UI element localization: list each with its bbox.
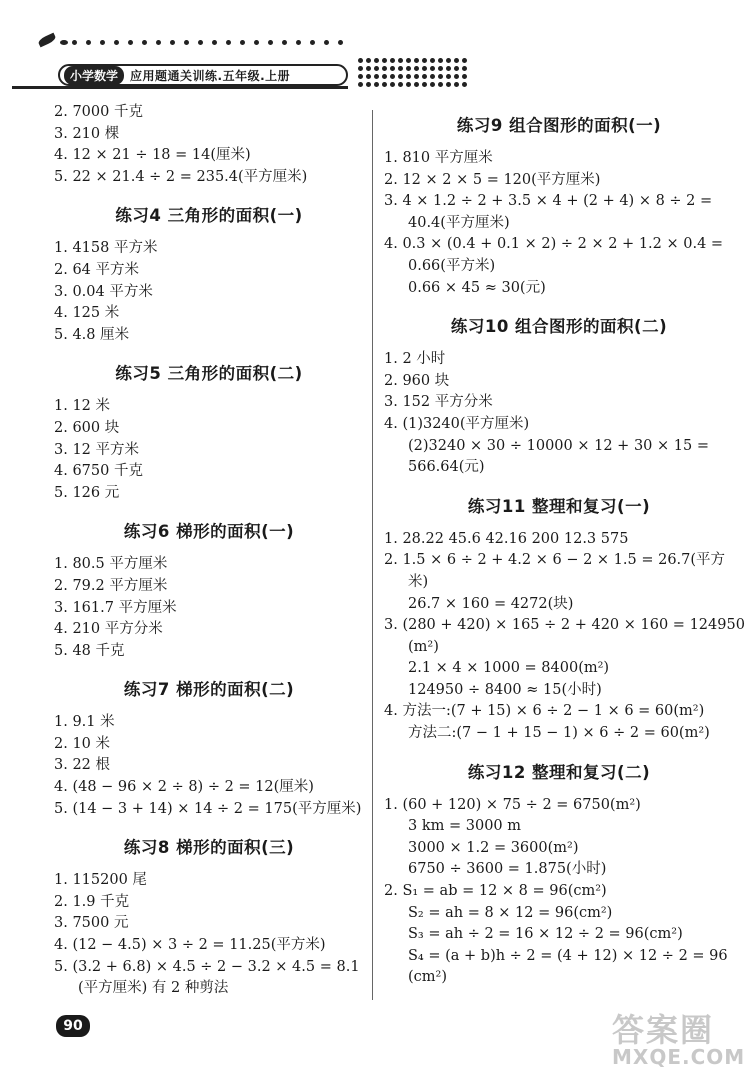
answer-line: 1. 80.5 平方厘米: [54, 556, 168, 573]
answer-line: 2. S₁ = ab = 12 × 8 = 96(cm²): [384, 883, 607, 900]
answer-line: 3. 12 平方米: [54, 441, 140, 458]
answer-line: 4. (48 − 96 × 2 ÷ 8) ÷ 2 = 12(厘米): [54, 779, 314, 796]
header-rule: [12, 86, 348, 89]
answer-line: 5. (14 − 3 + 14) × 14 ÷ 2 = 175(平方厘米): [54, 800, 362, 817]
answer-line: 2. 960 块: [384, 372, 450, 389]
section-heading: 练习7 梯形的面积(二): [123, 680, 295, 700]
answer-continuation: 3000 × 1.2 = 3600(m²): [408, 839, 579, 856]
answer-line: 5. 126 元: [54, 484, 120, 501]
answer-line: 2. 12 × 2 × 5 = 120(平方厘米): [384, 171, 601, 188]
answer-line: 3. 210 棵: [54, 125, 120, 142]
dotted-ornament-row: [72, 40, 343, 45]
answer-line: 1. 810 平方厘米: [384, 150, 493, 166]
dotted-ornament-grid: [358, 58, 470, 90]
answer-line: 4. 210 平方分米: [54, 621, 163, 638]
answer-continuation: (2)3240 × 30 ÷ 10000 × 12 + 30 × 15 =: [408, 437, 709, 454]
answer-line: 4. (1)3240(平方厘米): [384, 415, 530, 432]
answer-line: 2. 1.5 × 6 ÷ 2 + 4.2 × 6 − 2 × 1.5 = 26.7(平方: [384, 552, 726, 569]
column-divider: [372, 110, 373, 1000]
answer-continuation: 米): [408, 573, 429, 590]
answer-line: 5. 4.8 厘米: [54, 326, 130, 343]
left-answer-column: [54, 102, 364, 1000]
watermark: [612, 1005, 745, 1069]
answer-continuation: 26.7 × 160 = 4272(块): [408, 595, 574, 612]
answer-continuation: 0.66 × 45 ≈ 30(元): [408, 279, 546, 296]
answer-line: 3. 7500 元: [54, 915, 129, 932]
series-title: [58, 64, 348, 86]
section-heading: 练习5 三角形的面积(二): [115, 364, 303, 384]
answer-line: 3. 161.7 平方厘米: [54, 599, 177, 616]
answer-line: 5. (3.2 + 6.8) × 4.5 ÷ 2 − 3.2 × 4.5 = 8.1: [54, 958, 360, 975]
dot-ornament: [60, 40, 68, 45]
answer-line: 4. (12 − 4.5) × 3 ÷ 2 = 11.25(平方米): [54, 937, 326, 954]
answer-line: 3. (280 + 420) × 165 ÷ 2 + 420 × 160 = 124950: [384, 617, 745, 634]
answer-line: 1. 115200 尾: [54, 872, 147, 889]
answer-line: 1. 9.1 米: [54, 714, 115, 731]
answer-line: 1. 12 米: [54, 398, 111, 415]
answer-line: 5. 48 千克: [54, 642, 125, 659]
answer-line: 4. 12 × 21 ÷ 18 = 14(厘米): [54, 147, 251, 164]
page-number: 90: [56, 1015, 90, 1037]
answer-line: 2. 64 平方米: [54, 261, 140, 278]
answer-continuation: 6750 ÷ 3600 = 1.875(小时): [408, 861, 607, 878]
answer-line: 3. 22 根: [54, 757, 111, 774]
answer-continuation: 方法二:(7 − 1 + 15 − 1) × 6 ÷ 2 = 60(m²): [408, 725, 710, 742]
answer-line: 2. 7000 千克: [54, 104, 143, 120]
watermark-url: MXQE.COM: [612, 1045, 746, 1069]
answer-line: 3. 0.04 平方米: [54, 283, 153, 300]
answer-continuation: (cm²): [408, 969, 447, 986]
answer-continuation: 566.64(元): [408, 459, 485, 476]
answer-continuation: S₃ = ah ÷ 2 = 16 × 12 ÷ 2 = 96(cm²): [408, 926, 683, 943]
answer-line: 2. 600 块: [54, 419, 120, 436]
section-heading: 练习4 三角形的面积(一): [115, 206, 303, 226]
leaf-icon: [37, 33, 57, 48]
answer-line: 1. 2 小时: [384, 351, 446, 368]
answer-line: 2. 10 米: [54, 735, 111, 752]
answer-continuation: (平方厘米) 有 2 种剪法: [78, 980, 229, 997]
answer-continuation: 40.4(平方厘米): [408, 214, 510, 231]
answer-continuation: S₄ = (a + b)h ÷ 2 = (4 + 12) × 12 ÷ 2 = 96: [408, 947, 728, 964]
section-heading: 练习10 组合图形的面积(二): [450, 317, 668, 337]
answer-line: 2. 79.2 平方厘米: [54, 577, 168, 594]
answer-line: 4. 0.3 × (0.4 + 0.1 × 2) ÷ 2 × 2 + 1.2 × 0.4 =: [384, 236, 724, 253]
answer-continuation: 124950 ÷ 8400 ≈ 15(小时): [408, 681, 602, 698]
section-heading: 练习6 梯形的面积(一): [123, 522, 295, 542]
answer-continuation: 3 km = 3000 m: [408, 818, 521, 835]
subject-badge: 小学数学: [64, 66, 124, 85]
right-answer-column: [384, 102, 745, 989]
section-heading: 练习11 整理和复习(一): [467, 496, 651, 516]
answer-continuation: 2.1 × 4 × 1000 = 8400(m²): [408, 660, 610, 677]
section-heading: 练习12 整理和复习(二): [467, 762, 651, 782]
answer-line: 1. 4158 平方米: [54, 240, 158, 257]
section-heading: 练习9 组合图形的面积(一): [456, 116, 662, 135]
answer-line: 4. 方法一:(7 + 15) × 6 ÷ 2 − 1 × 6 = 60(m²): [384, 703, 705, 720]
section-heading: 练习8 梯形的面积(三): [123, 838, 295, 858]
answer-line: 1. (60 + 120) × 75 ÷ 2 = 6750(m²): [384, 796, 641, 813]
answer-line: 2. 1.9 千克: [54, 893, 130, 910]
book-series-title: 应用题通关训练.五年级.上册: [130, 68, 291, 83]
watermark-text: 答案圈: [612, 1011, 715, 1049]
page-header: [0, 0, 750, 100]
answer-continuation: 0.66(平方米): [408, 257, 496, 274]
answer-line: 3. 4 × 1.2 ÷ 2 + 3.5 × 4 + (2 + 4) × 8 ÷ 2 =: [384, 193, 713, 210]
answer-continuation: (m²): [408, 638, 439, 655]
answer-line: 1. 28.22 45.6 42.16 200 12.3 575: [384, 530, 629, 547]
answer-line: 4. 6750 千克: [54, 463, 143, 480]
answer-continuation: S₂ = ah = 8 × 12 = 96(cm²): [408, 904, 613, 921]
answer-line: 4. 125 米: [54, 305, 120, 322]
answer-line: 3. 152 平方分米: [384, 394, 493, 411]
answer-line: 5. 22 × 21.4 ÷ 2 = 235.4(平方厘米): [54, 168, 308, 185]
